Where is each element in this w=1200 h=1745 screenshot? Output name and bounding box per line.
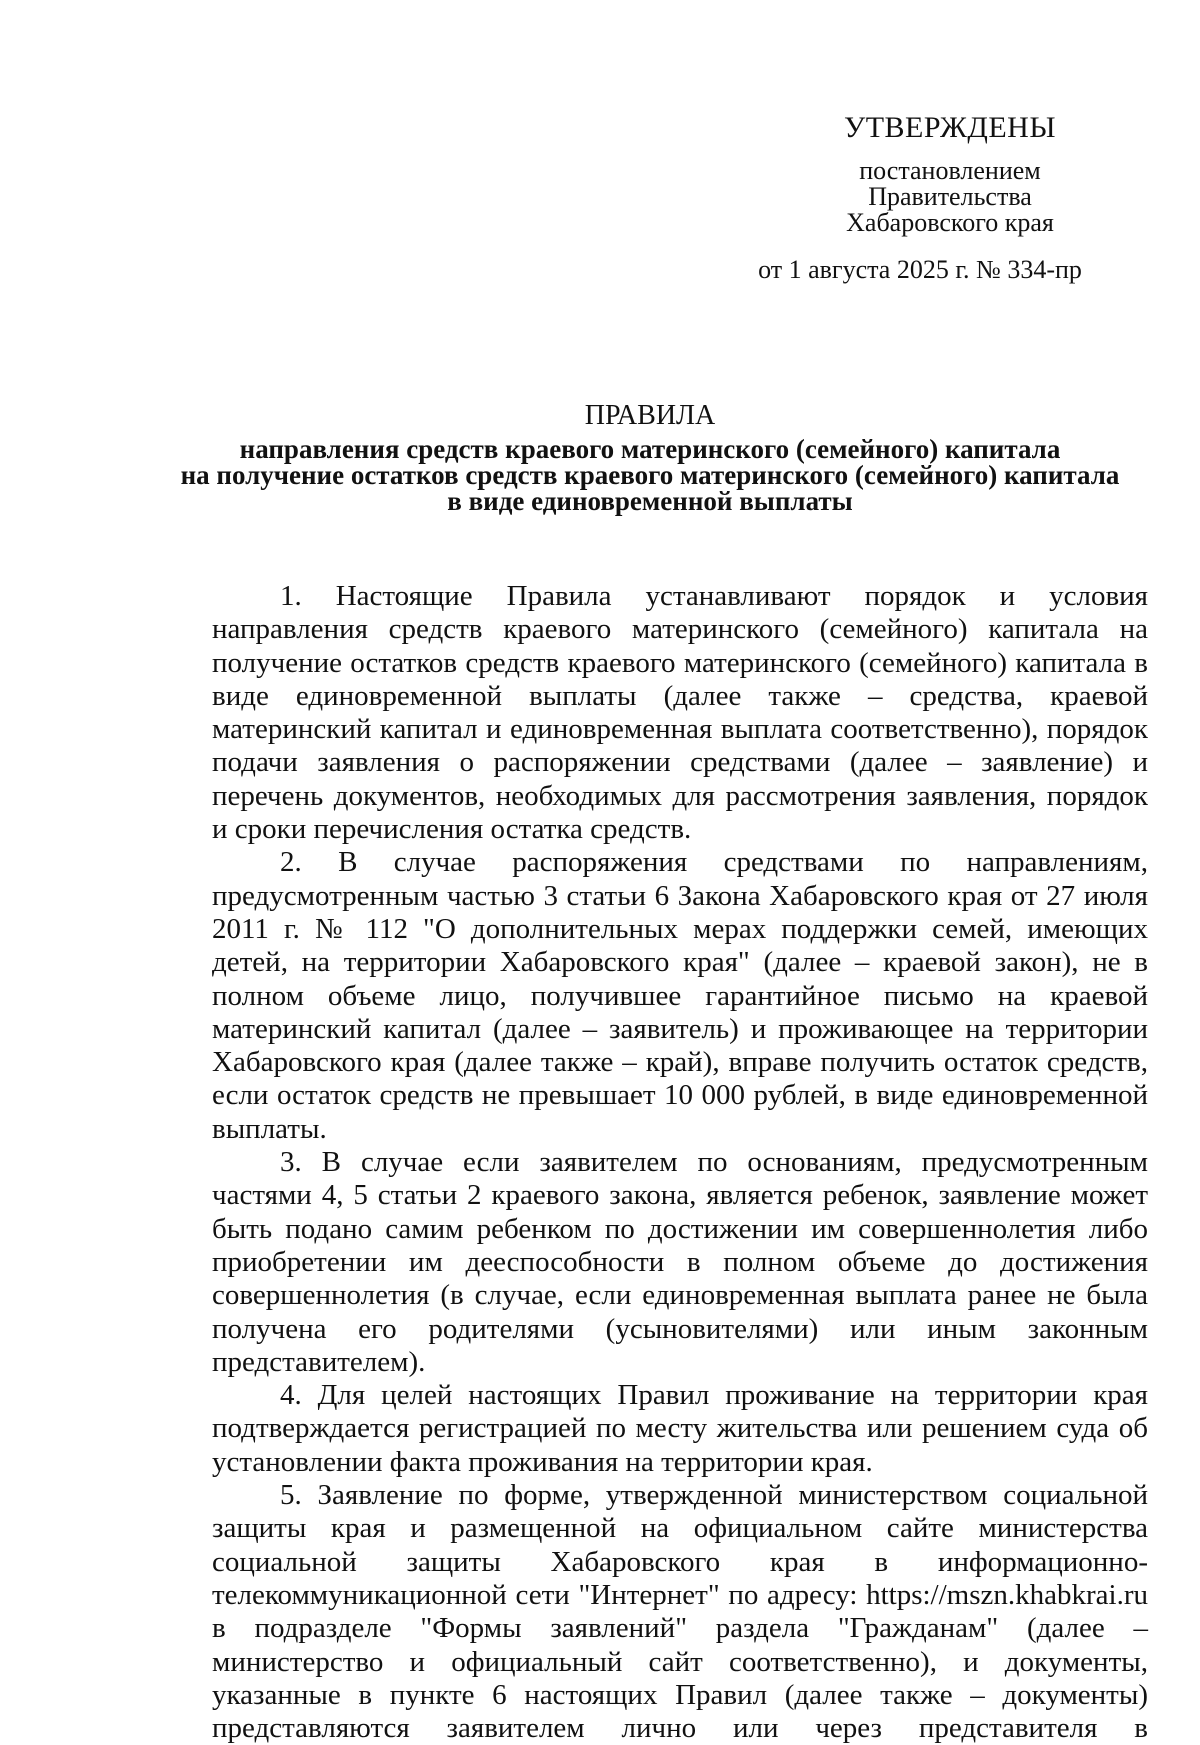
approval-heading: УТВЕРЖДЕНЫ <box>843 111 1057 144</box>
paragraph-2: 2. В случае распоряжения средствами по направлениям, предусмотренным частью 3 статьи 6 Закона Хабаровского края от 27 июля 2011 г. № 112 "О дополнительных мерах поддержки семей, имеющих детей, на территории Хабаровского края" (далее – краевой закон), не в полном объеме лицо, получившее гарантийное письмо на краевой материнский капитал (далее – заявитель) и проживающее на территории Хабаровского края (далее также – край), вправе получить остаток средств, если остаток средств не превышает 10 000 рублей, в виде единовременной выплаты. <box>212 846 1148 1145</box>
approval-line-decree: постановлением <box>859 156 1041 185</box>
approval-line-region: Хабаровского края <box>846 208 1054 237</box>
document-subtitle-line-3: в виде единовременной выплаты <box>447 486 853 516</box>
document-subtitle-line-2: на получение остатков средств краевого материнского (семейного) капитала <box>180 460 1120 490</box>
document-subtitle-line-1: направления средств краевого материнского (семейного) капитала <box>239 434 1061 464</box>
paragraph-1: 1. Настоящие Правила устанавливают порядок и условия направления средств краевого материнского (семейного) капитала на получение остатков средств краевого материнского (семейного) капитала в виде единовременной выплаты (далее также – средства, краевой материнский капитал и единовременная выплата соответственно), порядок подачи заявления о распоряжении средствами (далее – заявление) и перечень документов, необходимых для рассмотрения заявления, порядок и сроки перечисления остатка средств. <box>212 580 1148 846</box>
approval-stamp <box>760 108 1140 284</box>
paragraph-4: 4. Для целей настоящих Правил проживание на территории края подтверждается регистрацией по месту жительства или решением суда об установлении факта проживания на территории края. <box>212 1379 1148 1478</box>
document-title: ПРАВИЛА <box>584 400 716 431</box>
approval-line-government: Правительства <box>868 182 1032 211</box>
approval-date: от 1 августа 2025 г. № 334-пр <box>758 255 1082 284</box>
document-title-block <box>150 398 1150 514</box>
paragraph-5: 5. Заявление по форме, утвержденной министерством социальной защиты края и размещенной на официальном сайте министерства социальной защиты Хабаровского края в информационно-телекоммуникационной сети "Интернет" по адресу: https://mszn.khabkrai.ru в подразделе "Формы заявлений" раздела "Гражданам" (далее – министерство и официальный сайт соответственно), и документы, указанные в пункте 6 настоящих Правил (далее также – документы) представляются заявителем лично или через представителя в <box>212 1479 1148 1745</box>
document-body <box>212 580 1148 1745</box>
paragraph-3: 3. В случае если заявителем по основаниям, предусмотренным частями 4, 5 статьи 2 краевого закона, является ребенок, заявление может быть подано самим ребенком по достижении им совершеннолетия либо приобретении им дееспособности в полном объеме до достижения совершеннолетия (в случае, если единовременная выплата ранее не была получена его родителями (усыновителями) или иным законным представителем). <box>212 1146 1148 1378</box>
